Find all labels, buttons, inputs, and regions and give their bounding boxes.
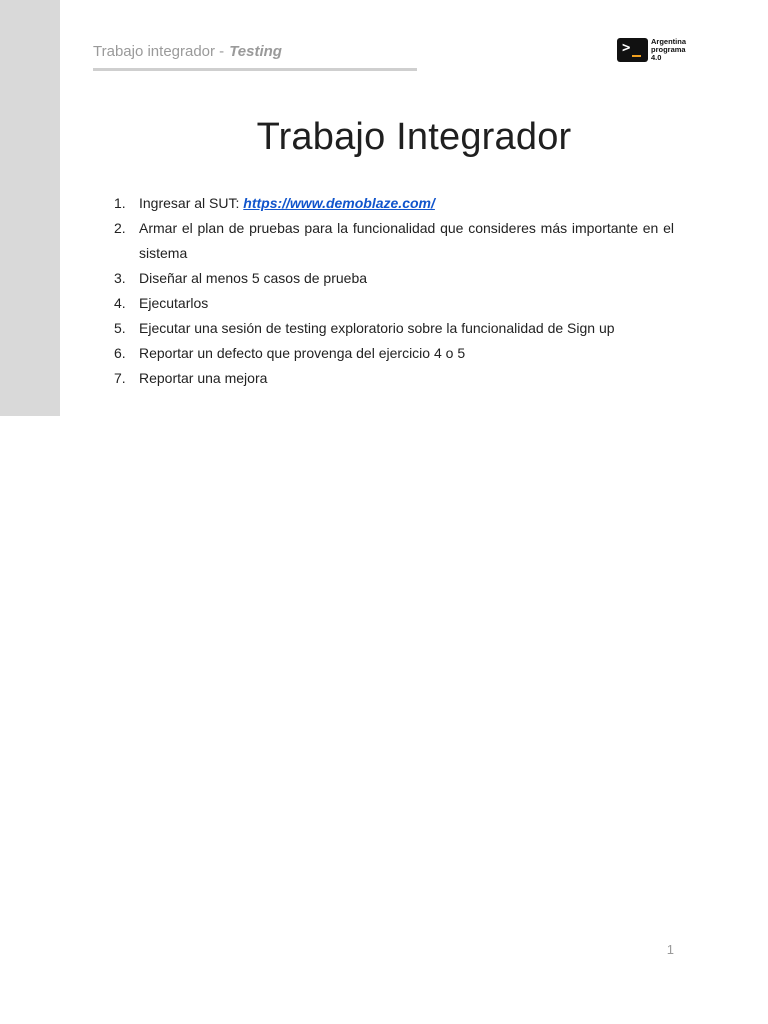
header-divider [93,68,417,71]
list-number: 3. [114,270,126,286]
logo-cursor [632,55,641,57]
list-item-text: Ejecutarlos [139,295,209,311]
list-item-text: Ejecutar una sesión de testing exploratorio sobre la funcionalidad de Sign up [139,320,615,336]
logo-prompt-symbol: > [622,40,631,56]
list-item [114,291,674,316]
list-item [114,216,674,266]
sut-link[interactable]: https://www.demoblaze.com/ [243,195,435,211]
list-item-text: Armar el plan de pruebas para la funcionalidad que consideres más importante en el sistema [139,220,674,261]
list-number: 6. [114,345,126,361]
list-item [114,266,674,291]
page-header [93,43,282,60]
page-number: 1 [666,942,674,957]
logo-line-3: 4.0 [651,53,662,62]
list-number: 5. [114,320,126,336]
logo-text [651,38,686,62]
list-number: 2. [114,220,126,236]
list-item [114,316,674,341]
side-band [0,0,60,416]
list-number: 1. [114,195,126,211]
header-prefix: Trabajo integrador - [93,43,225,60]
logo-line-1: Argentina [651,37,687,46]
list-item [114,366,674,391]
document-title: Trabajo Integrador [256,116,572,158]
argentina-programa-logo [617,38,686,62]
logo-line-2: programa [651,45,686,54]
list-item [114,191,674,216]
terminal-prompt-icon [617,38,648,62]
list-item-text: Diseñar al menos 5 casos de prueba [139,270,368,286]
header-course: Testing [229,43,282,60]
task-list [114,191,674,391]
list-item-text: Reportar un defecto que provenga del ejercicio 4 o 5 [139,345,466,361]
list-item-text: Reportar una mejora [139,370,268,386]
list-number: 4. [114,295,126,311]
list-item [114,341,674,366]
list-item-text: Ingresar al SUT: [139,195,240,211]
list-number: 7. [114,370,126,386]
